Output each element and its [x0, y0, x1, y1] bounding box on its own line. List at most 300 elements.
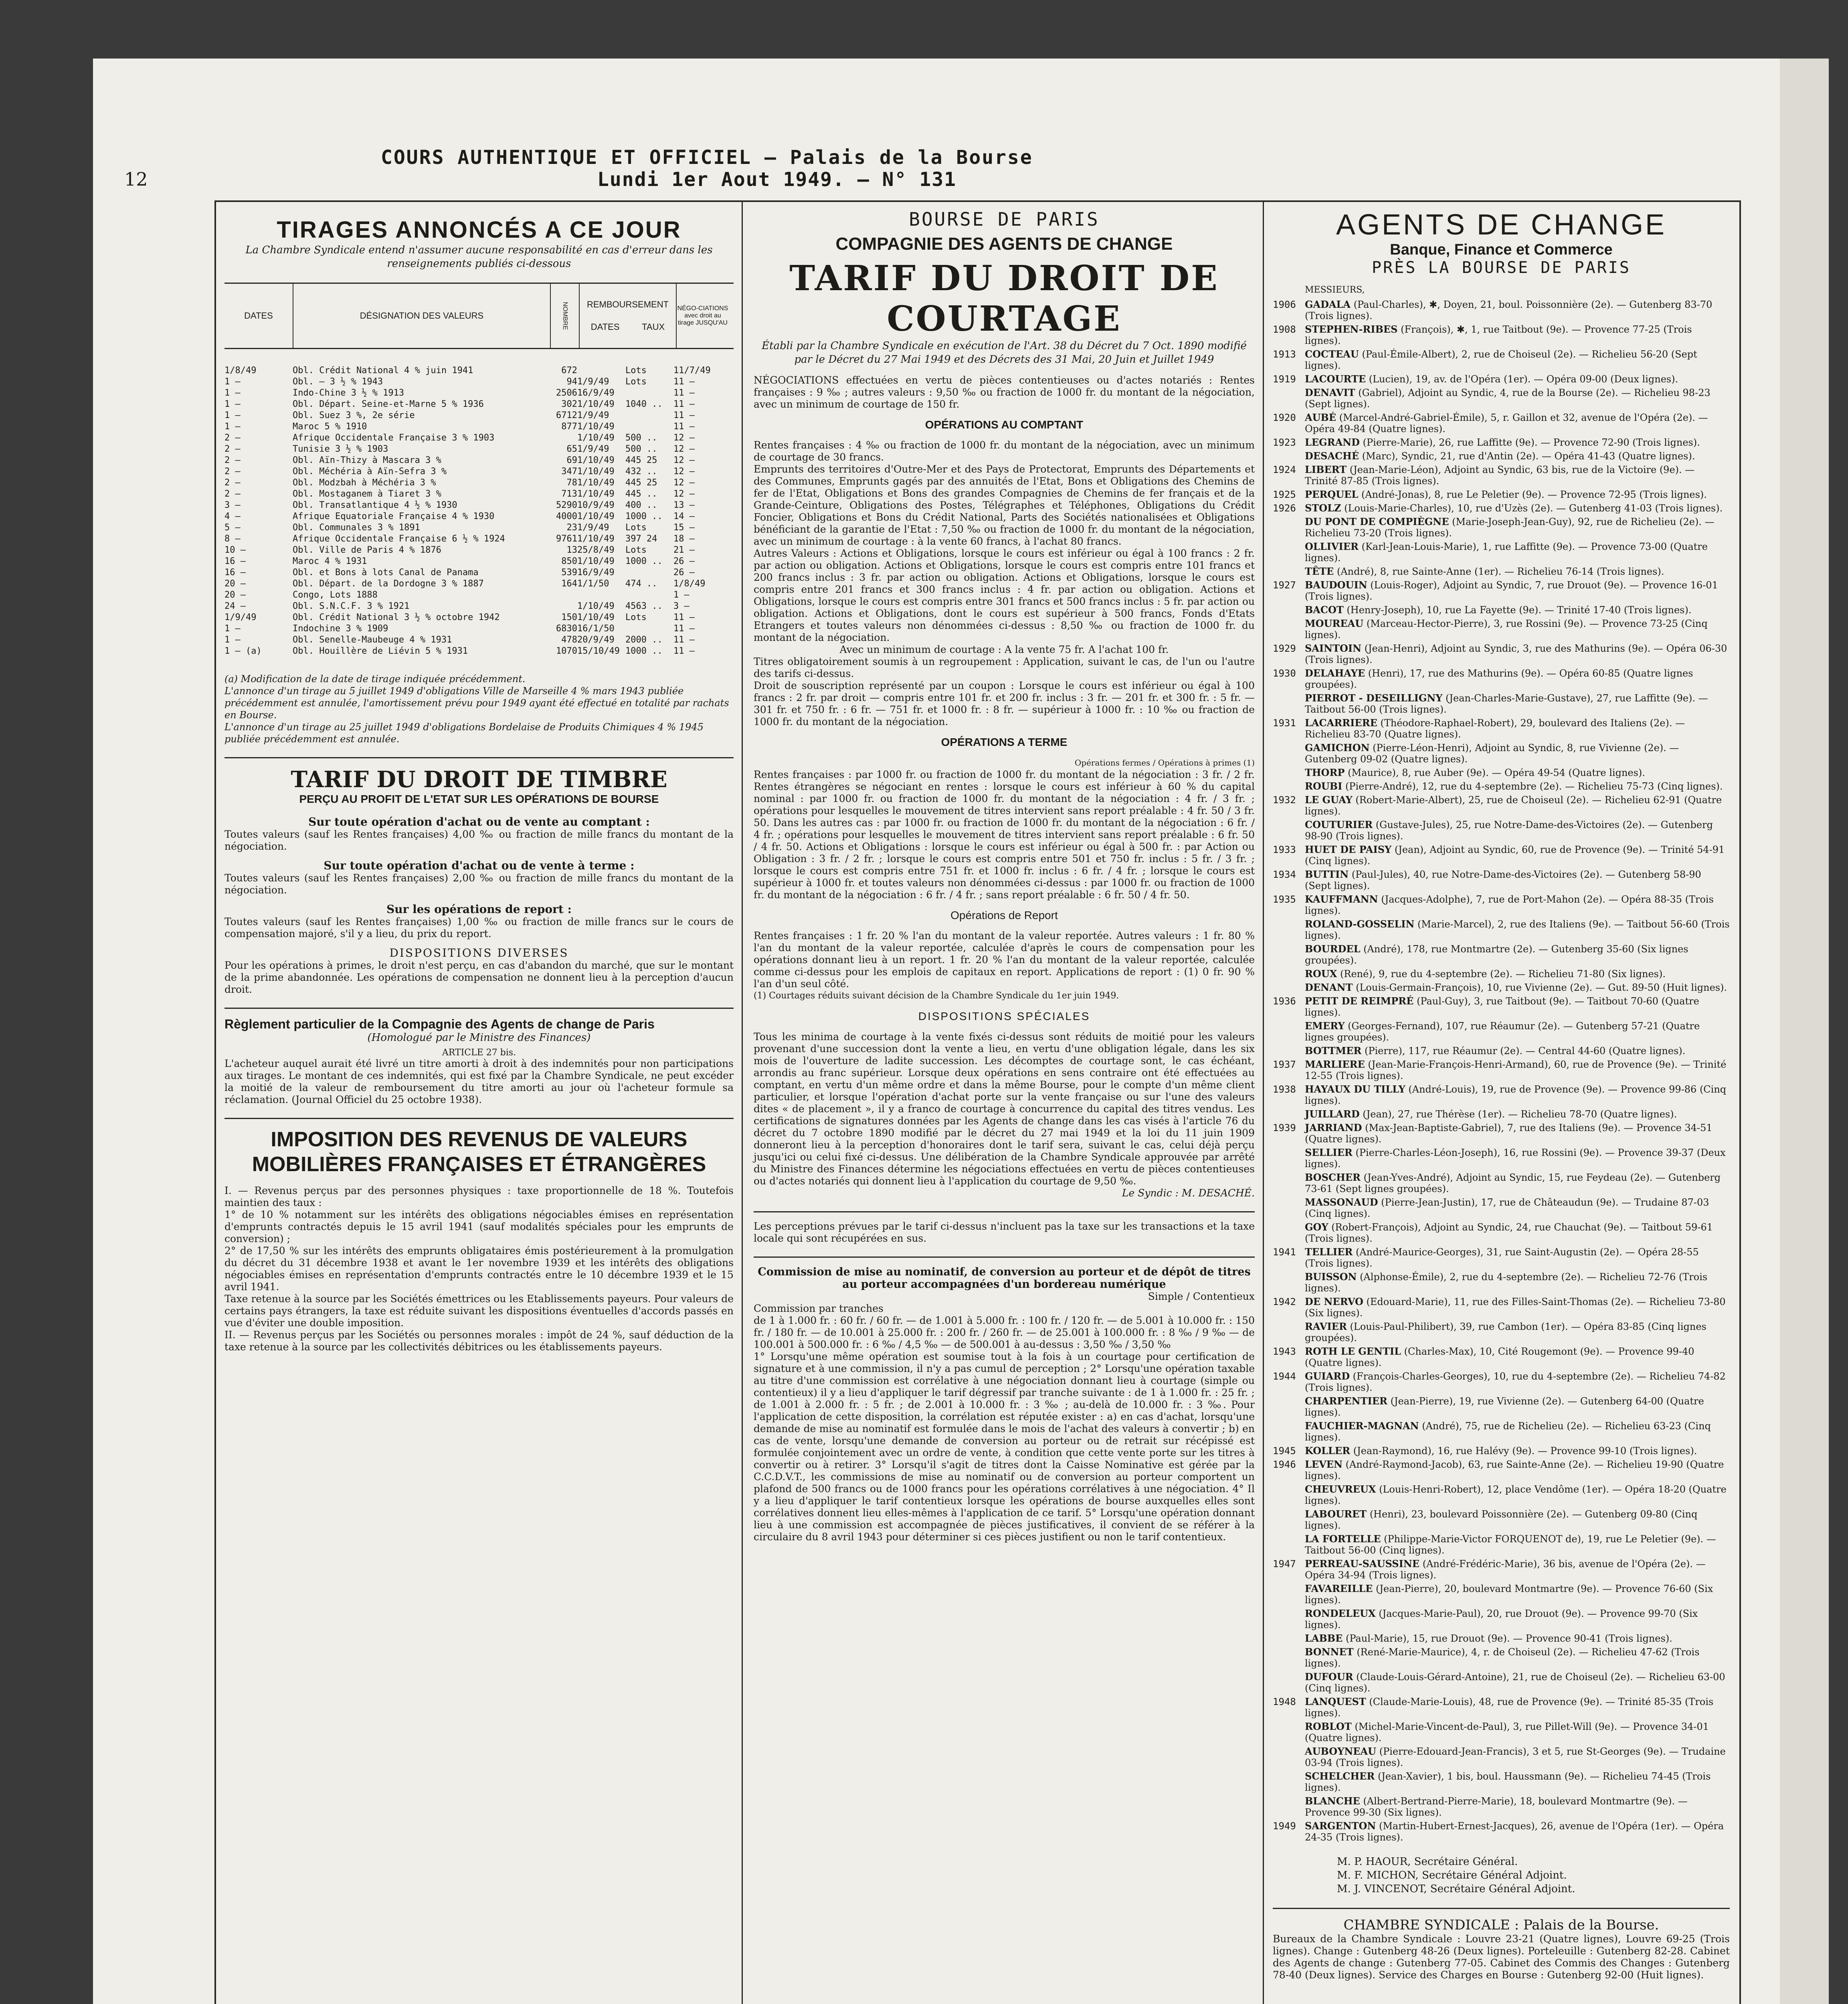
agent-details: (Pierre-Jean-Justin), 17, rue de Châteaudun (9e). — Trudaine 87-03 (Cinq lignes). — [1305, 1197, 1709, 1219]
table-row — [224, 590, 734, 601]
agent-year — [1273, 1771, 1305, 1793]
table-cell: 12 — — [673, 444, 695, 454]
report-text: Rentes françaises : 1 fr. 20 % l'an du montant de la valeur reportée. Autres valeurs : 1 fr. 80 % l'an du montant de la valeur reportée, calculée d'après le cours de compensation pour les opérations donnant lieu à un report. 1 fr. 20 % l'an du montant de la valeur reportée, calculée comme ci-dessus pour les emplois de capitaux en report. Applications de report : (1) 0 fr. 90 % l'an d'un seul côté. — [754, 930, 1255, 990]
agent-year — [1273, 1222, 1305, 1244]
list-item — [1273, 693, 1730, 715]
reglement-article: ARTICLE 27 bis. — [442, 1048, 516, 1058]
agent-name: DE NERVO — [1305, 1296, 1363, 1307]
agent-details: (Jean), Adjoint au Syndic, 60, rue de Provence (9e). — Trinité 54-91 (Cinq lignes). — [1305, 844, 1725, 867]
agent-year — [1273, 1796, 1305, 1818]
imposition-p3: 2° de 17,50 % sur les intérêts des emprunts obligataires émis postérieurement à la promulgation du décret du 31 décembre 1938 et avant le 1er novembre 1939 et les intérêts des obligations négociables émises en représentation d'emprunts contractés entre le 10 décembre 1939 et le 15 avril 1941. — [224, 1245, 734, 1293]
list-item — [1273, 1197, 1730, 1219]
agent-year: 1942 — [1273, 1296, 1296, 1307]
agent-entry — [1305, 742, 1730, 765]
agent-year — [1273, 1420, 1305, 1443]
table-cell: 1 — (a) — [224, 646, 262, 656]
report-title: Opérations de Report — [950, 909, 1058, 921]
table-row — [224, 556, 734, 567]
table-cell: 1/8/49 — [673, 579, 706, 589]
agent-name: COCTEAU — [1305, 348, 1359, 360]
table-cell: 10 — — [224, 545, 246, 555]
agent-entry — [1305, 437, 1700, 448]
table-cell: 500 .. — [625, 433, 657, 443]
agent-entry — [1305, 566, 1664, 577]
comptant-text-2: Emprunts des territoires d'Outre-Mer et des Pays de Protectorat, Emprunts des Départements et des Communes, Emprunts gagés par des annuités de l'Etat, Bons et Obligations des Chemins de fer de l'Etat, Obligations et Bons des grandes Compagnies de Chemins de fer français et de la Grande-Ceinture, Obligations des Postes, Télégraphes et Téléphones, Obligations du Crédit Foncier, Obligations et Bons du Crédit National, Parts des Sociétés nationalisées et Obligations bénéficiant de la garantie de l'Etat : 7,50 ‰ ou fraction de 1000 fr. du montant de la négociation, avec un minimum de courtage : à la vente 60 francs, à l'achat 80 francs. — [754, 463, 1255, 547]
agent-details: (Louis-Henri-Robert), 12, place Vendôme (1er). — Opéra 18-20 (Quatre lignes). — [1305, 1484, 1727, 1506]
table-cell: 10/9/49 — [577, 500, 615, 510]
imposition-p4: Taxe retenue à la source par les Sociétés émettrices ou les Etablissements payeurs. Pour valeurs de certains pays étrangers, la taxe est réduite suivant les dispositions éventuelles d'accords passés en vue d'éviter une double imposition. — [224, 1293, 734, 1329]
titres-text: Titres obligatoirement soumis à un regroupement : Application, suivant le cas, de l'un ou l'autre des tarifs ci-dessus. — [754, 656, 1255, 679]
minimum-note: Avec un minimum de courtage : A la vente 75 fr. A l'achat 100 fr. — [839, 644, 1169, 655]
table-cell: Lots — [625, 366, 647, 376]
agent-year — [1273, 1633, 1305, 1644]
table-row — [224, 455, 734, 466]
table-cell: Obl. Méchéria à Aïn-Sefra 3 % — [293, 467, 447, 477]
list-item — [1273, 516, 1730, 539]
list-item — [1273, 299, 1730, 321]
list-item — [1273, 450, 1730, 462]
list-item — [1273, 412, 1730, 434]
agent-year: 1926 — [1273, 503, 1296, 514]
table-cell: Obl. Communales 3 % 1891 — [293, 523, 420, 533]
page-edge — [1780, 59, 1829, 2004]
messieurs-label: MESSIEURS, — [1305, 285, 1365, 295]
agent-name: LABBE — [1305, 1632, 1343, 1644]
agent-year — [1273, 767, 1305, 778]
table-cell: 12 — — [673, 489, 695, 499]
syndic-signature: Le Syndic : M. DESACHÉ. — [1122, 1187, 1255, 1199]
table-row — [224, 634, 734, 646]
agent-details: (Robert-Marie-Albert), 25, rue de Choiseul (2e). — Richelieu 62-91 (Quatre lignes). — [1305, 794, 1722, 817]
table-cell: Obl. Transatlantique 4 ½ % 1930 — [293, 500, 457, 510]
agent-entry — [1305, 1396, 1730, 1418]
agent-entry — [1305, 1633, 1672, 1644]
list-item — [1273, 1222, 1730, 1244]
agent-details: (Pierre), 117, rue Réaumur (2e). — Central 44-60 (Quatre lignes). — [1364, 1045, 1686, 1057]
list-item — [1273, 1608, 1730, 1630]
agent-name: HUET DE PAISY — [1305, 844, 1392, 855]
agent-year: 1939 — [1273, 1122, 1296, 1133]
table-cell — [625, 410, 673, 421]
agent-details: (Paul-Jules), 40, rue Notre-Dame-des-Victoires (2e). — Gutenberg 58-90 (Sept lignes). — [1305, 869, 1701, 891]
table-cell: 5290 — [556, 500, 577, 510]
agent-year: 1945 — [1273, 1445, 1296, 1457]
commission-rows: de 1 à 1.000 fr. : 60 fr. / 60 fr. — de 1.001 à 5.000 fr. : 100 fr. / 120 fr. — de 5.001 à 10.000 fr. : 150 fr. / 180 fr. — de 10.001 à 25.000 fr. : 200 fr. / 260 fr. — de 25.001 à 100.000 fr. : 8 ‰ / 9 ‰ — de 100.001 à 500.000 fr. : 6 ‰ / 4,5 ‰ — de 500.001 à au-dessus : 3,50 ‰ / 3,50 ‰ — [754, 1315, 1255, 1350]
terme-title: OPÉRATIONS A TERME — [941, 736, 1068, 748]
table-cell: 78 — [566, 478, 577, 488]
table-cell: 2 — — [224, 478, 241, 488]
agent-name: ROUBI — [1305, 780, 1343, 792]
table-cell: 12 — — [673, 478, 695, 488]
tirages-note: (a) Modification de la date de tirage indiquée précédemment. — [224, 673, 526, 685]
list-item — [1273, 1820, 1730, 1843]
agent-details: (Henri), 17, rue des Mathurins (9e). — Opéra 60-85 (Quatre lignes groupées). — [1305, 668, 1693, 690]
table-cell: 1/9/49 — [577, 377, 609, 387]
agent-name: MASSONAUD — [1305, 1196, 1378, 1208]
table-cell: 11 — — [673, 635, 695, 645]
list-item — [1273, 968, 1730, 980]
agent-details: (Pierre-Marie), 26, rue Laffitte (9e). — Provence 72-90 (Trois lignes). — [1363, 437, 1700, 448]
agent-details: (Robert-François), Adjoint au Syndic, 24, rue Chauchat (9e). — Taitbout 59-61 (Trois lignes). — [1305, 1222, 1713, 1244]
list-item — [1273, 1109, 1730, 1120]
agent-entry — [1305, 1608, 1730, 1630]
table-cell: 2506 — [556, 388, 577, 398]
agent-entry — [1305, 943, 1730, 966]
agent-details: (Paul-Marie), 15, rue Drouot (9e). — Provence 90-41 (Trois lignes). — [1346, 1633, 1672, 1644]
agent-details: (Gustave-Jules), 25, rue Notre-Dame-des-Victoires (2e). — Gutenberg 98-90 (Trois lignes). — [1305, 819, 1713, 842]
agent-entry — [1305, 1771, 1730, 1793]
agent-details: (Pierre-Léon-Henri), Adjoint au Syndic, 8, rue Vivienne (2e). — Gutenberg 09-02 (Quatre lignes). — [1305, 742, 1679, 765]
col-group-label: REMBOURSEMENT — [586, 299, 669, 309]
table-cell — [549, 590, 577, 601]
agent-entry — [1305, 1583, 1730, 1606]
agent-year — [1273, 1020, 1305, 1043]
table-cell: 2 — — [224, 455, 241, 465]
list-item — [1273, 781, 1730, 792]
list-item — [1273, 374, 1730, 385]
agent-year — [1273, 1608, 1305, 1630]
agent-details: (Jean-Marie-Léon), Adjoint au Syndic, 63 bis, rue de la Victoire (9e). — Trinité 87-85 (Trois lignes). — [1305, 464, 1695, 487]
table-cell: 21 — — [673, 545, 695, 555]
list-item — [1273, 919, 1730, 941]
table-cell: 850 — [561, 556, 577, 566]
list-item — [1273, 1172, 1730, 1194]
table-cell: Obl. Départ. Seine-et-Marne 5 % 1936 — [293, 399, 484, 409]
list-item — [1273, 566, 1730, 577]
agent-details: (Max-Jean-Baptiste-Gabriel), 7, rue des Italiens (9e). — Provence 34-51 (Quatre lignes). — [1305, 1122, 1713, 1145]
table-cell: 1040 .. — [625, 399, 663, 409]
list-item — [1273, 643, 1730, 665]
table-row — [224, 545, 734, 556]
list-item — [1273, 464, 1730, 487]
table-cell: 445 25 — [625, 455, 657, 465]
agent-entry — [1305, 1084, 1730, 1106]
agent-name: MARLIERE — [1305, 1059, 1365, 1070]
agent-year — [1273, 1045, 1305, 1057]
list-item — [1273, 869, 1730, 891]
table-cell: Obl. Ville de Paris 4 % 1876 — [293, 545, 441, 555]
table-cell: 1000 .. — [625, 511, 663, 521]
agent-name: TÊTE — [1305, 566, 1334, 577]
agent-details: (Edouard-Marie), 11, rue des Filles-Saint-Thomas (2e). — Richelieu 73-80 (Six lignes). — [1305, 1296, 1726, 1319]
agent-name: DELAHAYE — [1305, 667, 1365, 679]
page-number: 12 — [124, 168, 148, 190]
agent-year — [1273, 1147, 1305, 1170]
list-item — [1273, 1583, 1730, 1606]
list-item — [1273, 819, 1730, 842]
agent-entry — [1305, 1346, 1730, 1368]
agent-year: 1936 — [1273, 996, 1296, 1007]
table-cell: 1 — — [224, 624, 241, 634]
agent-entry — [1305, 1509, 1730, 1531]
agent-entry — [1305, 1459, 1730, 1481]
table-cell: 23 — [566, 523, 577, 533]
agent-details: (Marcel-André-Gabriel-Émile), 5, r. Gaillon et 32, avenue de l'Opéra (2e). — Opéra 49-84 (Quatre lignes). — [1305, 412, 1708, 434]
agent-entry — [1305, 349, 1730, 371]
table-cell: 5 — — [224, 523, 241, 533]
agent-entry — [1305, 516, 1730, 539]
agent-year: 1929 — [1273, 643, 1296, 654]
agent-entry — [1305, 580, 1730, 602]
table-cell: 1000 .. — [625, 646, 663, 656]
imposition-p5: II. — Revenus perçus par les Sociétés ou personnes morales : impôt de 24 %, sauf déduction de la taxe retenue à la source par les collectivités débitrices ou les établissements payeurs. — [224, 1329, 734, 1353]
rembourse-header — [580, 284, 677, 348]
agent-entry — [1305, 1147, 1730, 1170]
table-cell: 1/1/50 — [577, 579, 609, 589]
list-item — [1273, 489, 1730, 500]
agent-entry — [1305, 968, 1666, 980]
table-row — [224, 612, 734, 623]
table-row — [224, 388, 734, 399]
table-cell: Obl. Suez 3 %, 2e série — [293, 410, 415, 420]
agent-year — [1273, 693, 1305, 715]
agent-name: BOTTMER — [1305, 1045, 1362, 1057]
agent-entry — [1305, 1484, 1730, 1506]
tirages-note: L'annonce d'un tirage au 5 juillet 1949 d'obligations Ville de Marseille 4 % mars 1943 publiée précédemment est annulée, l'amortissement prévu pour 1949 ayant été effectué en totalité par rachats en Bourse. — [224, 685, 729, 721]
table-cell — [549, 432, 577, 444]
table-cell: Afrique Equatoriale Française 4 % 1930 — [293, 511, 495, 521]
agent-entry — [1305, 982, 1727, 993]
terme-columns: Opérations fermes / Opérations à primes (1) — [1074, 758, 1255, 768]
agent-name: BOSCHER — [1305, 1172, 1361, 1183]
agent-entry — [1305, 1122, 1730, 1145]
agent-entry — [1305, 894, 1730, 916]
agent-year — [1273, 1583, 1305, 1606]
agent-name: SCHELCHER — [1305, 1770, 1375, 1782]
table-cell: Obl. — 3 ½ % 1943 — [293, 377, 383, 387]
table-cell: 672 — [561, 366, 577, 376]
agent-year — [1273, 604, 1305, 616]
table-cell: 2 — — [224, 444, 241, 454]
agents-subtitle: Banque, Finance et Commerce — [1390, 241, 1613, 258]
table-cell: 1/10/49 — [577, 455, 615, 465]
agent-name: AUBÉ — [1305, 412, 1336, 423]
comptant-text-3: Autres Valeurs : Actions et Obligations, lorsque le cours est inférieur ou égal à 100 francs : 2 fr. par action ou obligation. Actions et Obligations, lorsque le cours est compris entre 101 francs et 200 francs inclus : 3 fr. par action ou obligation. Actions et Obligations, lorsque le cours est compris entre 201 francs et 300 francs inclus : 4 fr. par action ou obligation. Actions et Obligations, lorsque le cours est compris entre 301 francs et 500 francs inclus : 5 fr. par action ou obligation. Actions et Obligations, dont le cours est supérieur à 500 francs, Fonds d'Etats Etrangers et toutes valeurs non dénommées ci-dessus : 8,50 ‰ ou fraction de 1000 fr. du montant de la négociation. — [754, 547, 1255, 643]
agent-details: (Karl-Jean-Louis-Marie), 1, rue Laffitte (9e). — Provence 73-00 (Quatre lignes). — [1305, 541, 1708, 564]
commission-title: Commission de mise au nominatif, de conversion au porteur et de dépôt de titres au porteur accompagnées d'un bordereau numérique — [754, 1257, 1255, 1291]
list-item — [1273, 1771, 1730, 1793]
col-header: DÉSIGNATION DES VALEURS — [293, 284, 551, 348]
table-row — [224, 444, 734, 455]
timbre-t4: Pour les opérations à primes, le droit n'est perçu, en cas d'abandon du marché, que sur le montant de la prime abandonnée. Les opérations de compensation ne donnent lieu à la perception d'aucun droit. — [224, 960, 734, 995]
agent-year: 1943 — [1273, 1346, 1296, 1357]
agent-name: THORP — [1305, 767, 1345, 778]
agent-name: GUIARD — [1305, 1370, 1350, 1382]
table-cell: 1/10/49 — [577, 433, 615, 443]
agent-year: 1906 — [1273, 299, 1296, 310]
agent-entry — [1305, 819, 1730, 842]
col-header: DATES — [590, 322, 620, 332]
agent-entry — [1305, 1558, 1730, 1581]
table-cell: 14 — — [673, 511, 695, 521]
table-cell: 1/10/49 — [577, 422, 615, 432]
table-cell: Maroc 4 % 1931 — [293, 556, 367, 566]
table-cell: 1000 .. — [625, 556, 663, 566]
agent-entry — [1305, 1721, 1730, 1743]
agent-name: BOURDEL — [1305, 943, 1361, 955]
agent-entry — [1305, 1020, 1730, 1043]
table-cell: 713 — [561, 489, 577, 499]
table-cell: 94 — [566, 377, 577, 387]
table-cell: Obl. Modzbah à Méchéria 3 % — [293, 478, 436, 488]
table-cell: 1/9/49 — [224, 612, 257, 622]
agent-entry — [1305, 919, 1730, 941]
table-cell: 69 — [566, 455, 577, 465]
list-item — [1273, 668, 1730, 690]
agent-year: 1937 — [1273, 1059, 1296, 1070]
table-cell: 13 — — [673, 500, 695, 510]
agent-name: RAVIER — [1305, 1321, 1347, 1332]
table-row — [224, 477, 734, 489]
agent-entry — [1305, 503, 1723, 514]
agent-name: ROBLOT — [1305, 1721, 1352, 1732]
list-item — [1273, 1045, 1730, 1057]
timbre-subtitle: PERÇU AU PROFIT DE L'ETAT SUR LES OPÉRATIONS DE BOURSE — [299, 793, 659, 805]
agent-entry — [1305, 668, 1730, 690]
chambre-text: Bureaux de la Chambre Syndicale : Louvre 23-21 (Quatre lignes), Louvre 69-25 (Trois lignes). Change : Gutenberg 48-26 (Deux lignes). Porteleuille : Gutenberg 82-28. Cabinet des Agents de change : Gutenberg 77-05. Cabinet des Commis des Changes : Gutenberg 78-40 (Deux lignes). Service des Charges en Bourse : Gutenberg 92-00 (Huit lignes). — [1273, 1933, 1730, 1981]
agent-name: BUTTIN — [1305, 869, 1349, 880]
table-row — [224, 511, 734, 522]
table-cell: 539 — [561, 568, 577, 578]
agent-details: (Jacques-Adolphe), 7, rue de Port-Mahon (2e). — Opéra 88-35 (Trois lignes). — [1305, 894, 1714, 916]
column-divider — [742, 200, 743, 2004]
agent-year: 1935 — [1273, 894, 1296, 905]
agent-name: PIERROT - DESEILLIGNY — [1305, 692, 1443, 704]
agent-name: HAYAUX DU TILLY — [1305, 1083, 1405, 1095]
tirages-notes — [224, 673, 734, 745]
agent-entry — [1305, 299, 1730, 321]
table-cell: 397 24 — [625, 534, 657, 544]
courtage-title: TARIF DU DROIT DE COURTAGE — [789, 258, 1219, 339]
agent-entry — [1305, 1222, 1730, 1244]
agent-details: (René-Marie-Maurice), 4, r. de Choiseul (2e). — Richelieu 47-62 (Trois lignes). — [1305, 1646, 1700, 1669]
table-cell: Obl. et Bons à lots Canal de Panama — [293, 568, 479, 578]
agent-entry — [1305, 1646, 1730, 1669]
agent-entry — [1305, 1271, 1730, 1294]
table-cell: 1/9/49 — [577, 444, 609, 454]
list-item — [1273, 1420, 1730, 1443]
secretary-line: M. J. VINCENOT, Secrétaire Général Adjoint. — [1337, 1883, 1575, 1895]
agent-name: DESACHÉ — [1305, 450, 1359, 462]
table-cell — [549, 601, 577, 612]
secretaries — [1337, 1855, 1730, 1896]
agent-details: (Paul-Charles), ✱, Doyen, 21, boul. Poissonnière (2e). — Gutenberg 83-70 (Trois lignes). — [1305, 299, 1713, 321]
table-cell: Obl. Départ. de la Dordogne 3 % 1887 — [293, 579, 484, 589]
perceptions-text: Les perceptions prévues par le tarif ci-dessus n'incluent pas la taxe sur les transactions et la taxe locale qui sont récupérées en sus. — [754, 1211, 1255, 1244]
agent-year — [1273, 943, 1305, 966]
agent-details: (Lucien), 19, av. de l'Opéra (1er). — Opéra 09-00 (Deux lignes). — [1369, 374, 1678, 385]
agent-name: ROLAND-GOSSELIN — [1305, 918, 1415, 930]
agent-details: (Claude-Marie-Louis), 48, rue de Provence (9e). — Trinité 85-35 (Trois lignes). — [1305, 1696, 1714, 1719]
agent-details: (Maurice), 8, rue Auber (9e). — Opéra 49-54 (Quatre lignes). — [1348, 767, 1645, 778]
table-cell: 16 — — [224, 568, 246, 578]
agent-name: ROUX — [1305, 968, 1337, 980]
table-row — [224, 646, 734, 657]
agent-entry — [1305, 1533, 1730, 1556]
secretary-line: M. P. HAOUR, Secrétaire Général. — [1337, 1856, 1518, 1868]
agent-name: LACARRIERE — [1305, 717, 1377, 729]
agent-details: (Jean-Charles-Marie-Gustave), 27, rue Laffitte (9e). — Taitbout 56-00 (Trois lignes). — [1305, 693, 1708, 715]
agent-details: (Pierre-André), 12, rue du 4-septembre (2e). — Richelieu 75-73 (Cinq lignes). — [1345, 781, 1723, 792]
agent-entry — [1305, 618, 1730, 640]
agent-name: GOY — [1305, 1221, 1328, 1233]
agent-year: 1920 — [1273, 412, 1296, 423]
agent-details: (Louis-Marie-Charles), 10, rue d'Uzès (2e). — Gutenberg 41-03 (Trois lignes). — [1344, 503, 1723, 514]
table-row — [224, 567, 734, 578]
table-cell: 11 — — [673, 422, 695, 432]
table-cell: 16/9/49 — [577, 568, 615, 578]
list-item — [1273, 618, 1730, 640]
agent-year — [1273, 1509, 1305, 1531]
table-cell: 1 — — [224, 410, 241, 420]
agent-entry — [1305, 869, 1730, 891]
table-cell: 400 .. — [625, 500, 657, 510]
table-cell: 16/9/49 — [577, 388, 615, 398]
timbre-s3: Sur les opérations de report : — [386, 903, 572, 916]
table-cell — [577, 590, 625, 601]
agent-name: STOLZ — [1305, 502, 1341, 514]
list-item — [1273, 844, 1730, 867]
timbre-section — [224, 757, 734, 996]
agent-name: CHARPENTIER — [1305, 1395, 1387, 1407]
agent-entry — [1305, 1445, 1697, 1457]
agent-name: STEPHEN-RIBES — [1305, 323, 1398, 335]
list-item — [1273, 1484, 1730, 1506]
table-cell: 15 — — [673, 523, 695, 533]
agent-entry — [1305, 1671, 1730, 1694]
agent-name: COUTURIER — [1305, 819, 1373, 830]
table-cell: 13 — [566, 545, 577, 555]
list-item — [1273, 503, 1730, 514]
agent-details: (Théodore-Raphael-Robert), 29, boulevard des Italiens (2e). — Richelieu 83-70 (Quatre lignes). — [1305, 717, 1685, 740]
table-row — [224, 410, 734, 421]
agent-name: OLLIVIER — [1305, 541, 1359, 552]
agent-year: 1930 — [1273, 668, 1296, 679]
agent-year: 1947 — [1273, 1558, 1296, 1570]
agent-year: 1941 — [1273, 1246, 1296, 1258]
agent-details: (Jean-Marie-François-Henri-Armand), 60, rue de Provence (9e). — Trinité 12-55 (Trois lignes). — [1305, 1059, 1727, 1081]
agent-details: (Pierre-Edouard-Jean-Francis), 3 et 5, rue St-Georges (9e). — Trudaine 03-94 (Trois lignes). — [1305, 1746, 1726, 1768]
commission-columns: Simple / Contentieux — [1148, 1291, 1255, 1302]
agent-details: (René), 9, rue du 4-septembre (2e). — Richelieu 71-80 (Six lignes). — [1340, 968, 1666, 980]
table-row — [224, 578, 734, 590]
agent-details: (Philippe-Marie-Victor FORQUENOT de), 19, rue Le Peletier (9e). — Taitbout 56-00 (Cinq lignes). — [1305, 1533, 1716, 1556]
agent-name: CHEUVREUX — [1305, 1483, 1376, 1495]
agent-year — [1273, 566, 1305, 577]
table-cell: Lots — [625, 612, 647, 622]
table-cell: 25/8/49 — [577, 545, 615, 555]
table-cell: 11 — — [673, 624, 695, 634]
agent-details: (Jean-Yves-André), Adjoint au Syndic, 15, rue Feydeau (2e). — Gutenberg 73-61 (Sept lignes groupées). — [1305, 1172, 1721, 1194]
agent-year — [1273, 1109, 1305, 1120]
agent-name: LE GUAY — [1305, 794, 1353, 806]
table-cell: 877 — [561, 422, 577, 432]
list-item — [1273, 387, 1730, 410]
commission-label: Commission par tranches — [754, 1303, 884, 1314]
agent-name: BUISSON — [1305, 1271, 1357, 1283]
comptant-text-1: Rentes françaises : 4 ‰ ou fraction de 1000 fr. du montant de la négociation, avec un minimum de courtage de 30 francs. — [754, 439, 1255, 463]
agent-details: (Gabriel), Adjoint au Syndic, 4, rue de la Bourse (2e). — Richelieu 98-23 (Sept lignes). — [1305, 387, 1711, 410]
table-cell: Obl. Crédit National 4 % juin 1941 — [293, 366, 473, 376]
table-cell: 12 — — [673, 433, 695, 443]
bourse-label: BOURSE DE PARIS — [909, 208, 1100, 230]
agent-entry — [1305, 1820, 1730, 1843]
list-item — [1273, 982, 1730, 993]
agent-details: (Albert-Bertrand-Pierre-Marie), 18, boulevard Montmartre (9e). — Provence 99-30 (Six lignes). — [1305, 1796, 1688, 1818]
table-cell: 20 — — [224, 590, 246, 600]
agent-year: 1931 — [1273, 717, 1296, 729]
table-cell: 1/10/49 — [577, 601, 615, 611]
